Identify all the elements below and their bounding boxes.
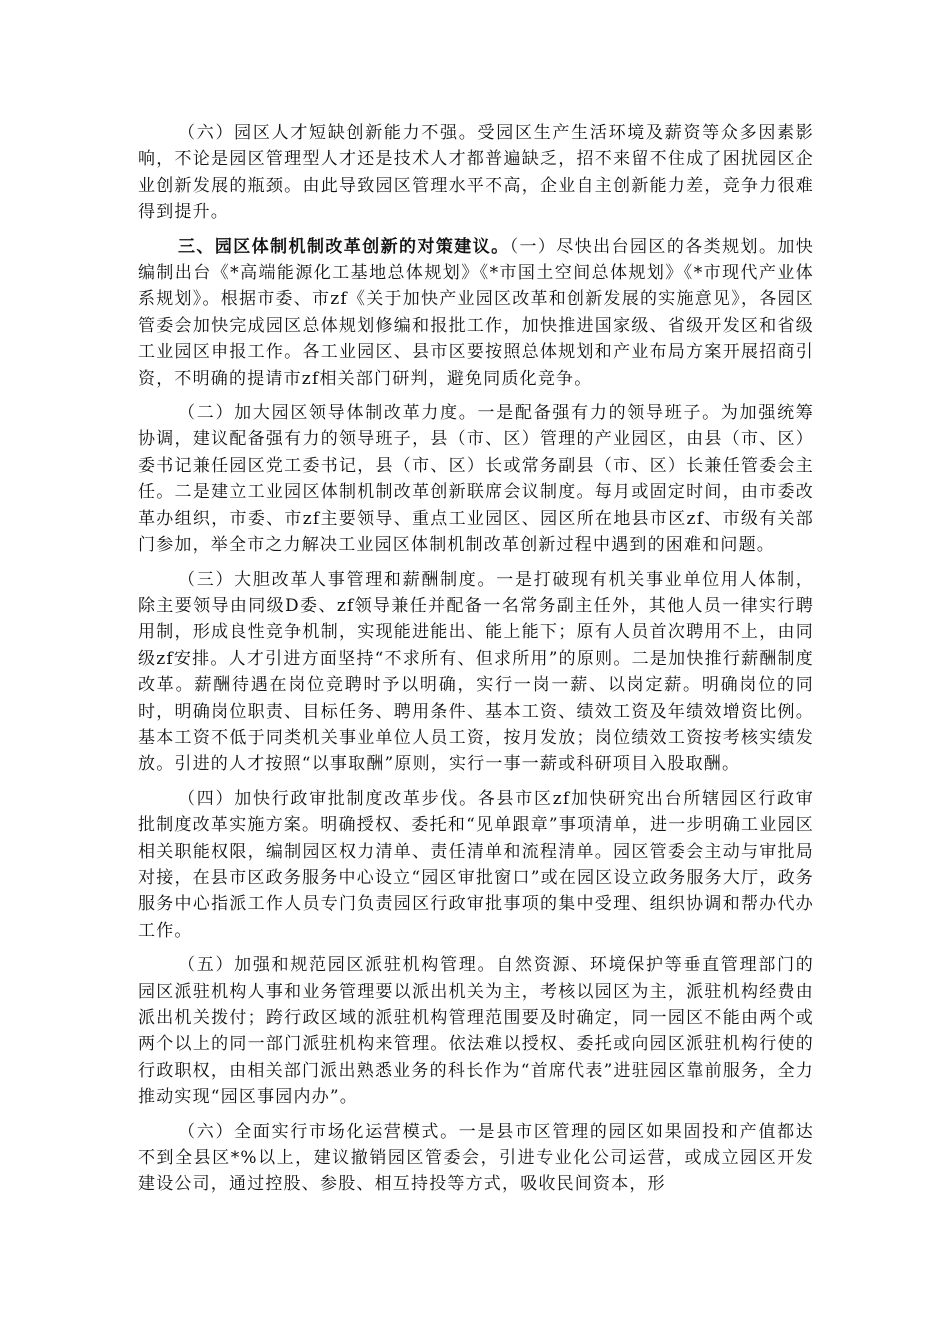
paragraph-agency-management [138,952,814,1110]
paragraph-text: （三）大胆改革人事管理和薪酬制度。一是打破现有机关事业单位用人体制，除主要领导由同级D委、zf领导兼任并配备一名常务副主任外，其他人员一律实行聘用制，形成良性竞争机制，实现能进能出、能上能下；原有人员首次聘用不上，由同级zf安排。人才引进方面坚持“不求所有、但求所用”的原则。二是加快推行薪酬制度改革。薪酬待遇在岗位竞聘时予以明确，实行一岗一薪、以岗定薪。明确岗位的同时，明确岗位职责、目标任务、聘用条件、基本工资、绩效工资及年绩效增资比例。基本工资不低于同类机关事业单位人员工资，按月发放；岗位绩效工资按考核实绩发放。引进的人才按照“以事取酬”原则，实行一事一薪或科研项目入股取酬。 [138,569,814,775]
paragraph-section-three [138,234,814,392]
paragraph-text: （五）加强和规范园区派驻机构管理。自然资源、环境保护等垂直管理部门的园区派驻机构人事和业务管理要以派出机关为主，考核以园区为主，派驻机构经费由派出机关拨付；跨行政区域的派驻机构管理范围要及时确定，同一园区不能由两个或两个以上的同一部门派驻机构来管理。依法难以授权、委托或向园区派驻机构行使的行政职权，由相关部门派出熟悉业务的科长作为“首席代表”进驻园区靠前服务，全力推动实现“园区事园内办”。 [138,955,814,1108]
paragraph-text: （六）全面实行市场化运营模式。一是县市区管理的园区如果固投和产值都达不到全县区*%以上，建议撤销园区管委会，引进专业化公司运营，或成立园区开发建设公司，通过控股、参股、相互持投等方式，吸收民间资本，形 [138,1121,814,1195]
paragraph-talent-shortage [138,120,814,226]
paragraph-text: （四）加快行政审批制度改革步伐。各县市区zf加快研究出台所辖园区行政审批制度改革实施方案。明确授权、委托和“见单跟章”事项清单，进一步明确工业园区相关职能权限，编制园区权力清单、责任清单和流程清单。园区管委会主动与审批局对接，在县市区政务服务中心设立“园区审批窗口”或在园区设立政务服务大厅，政务服务中心指派工作人员专门负责园区行政审批事项的集中受理、组织协调和帮办代办工作。 [138,788,814,941]
paragraph-text: （一）尽快出台园区的各类规划。加快编制出台《*高端能源化工基地总体规划》《*市国土空间总体规划》《*市现代产业体系规划》。根据市委、市zf《关于加快产业园区改革和创新发展的实施意见》，各园区管委会加快完成园区总体规划修编和报批工作，加快推进国家级、省级开发区和省级工业园区申报工作。各工业园区、县市区要按照总体规划和产业布局方案开展招商引资，不明确的提请市zf相关部门研判，避免同质化竞争。 [138,236,814,389]
paragraph-text: （六）园区人才短缺创新能力不强。受园区生产生活环境及薪资等众多因素影响，不论是园区管理型人才还是技术人才都普遍缺乏，招不来留不住成了困扰园区企业创新发展的瓶颈。由此导致园区管理水平不高，企业自主创新能力差，竞争力很难得到提升。 [138,123,814,223]
document-body [138,120,814,1206]
section-heading: 三、园区体制机制改革创新的对策建议。 [178,236,510,257]
paragraph-market-operation [138,1119,814,1198]
paragraph-personnel-reform [138,567,814,778]
paragraph-approval-reform [138,786,814,944]
paragraph-text: （二）加大园区领导体制改革力度。一是配备强有力的领导班子。为加强统筹协调，建议配备强有力的领导班子，县（市、区）管理的产业园区，由县（市、区）委书记兼任园区党工委书记，县（市、区）长或常务副县（市、区）长兼任管委会主任。二是建立工业园区体制机制改革创新联席会议制度。每月或固定时间，由市委改革办组织，市委、市zf主要领导、重点工业园区、园区所在地县市区zf、市级有关部门参加，举全市之力解决工业园区体制机制改革创新过程中遇到的困难和问题。 [138,403,814,556]
paragraph-leadership-reform [138,400,814,558]
